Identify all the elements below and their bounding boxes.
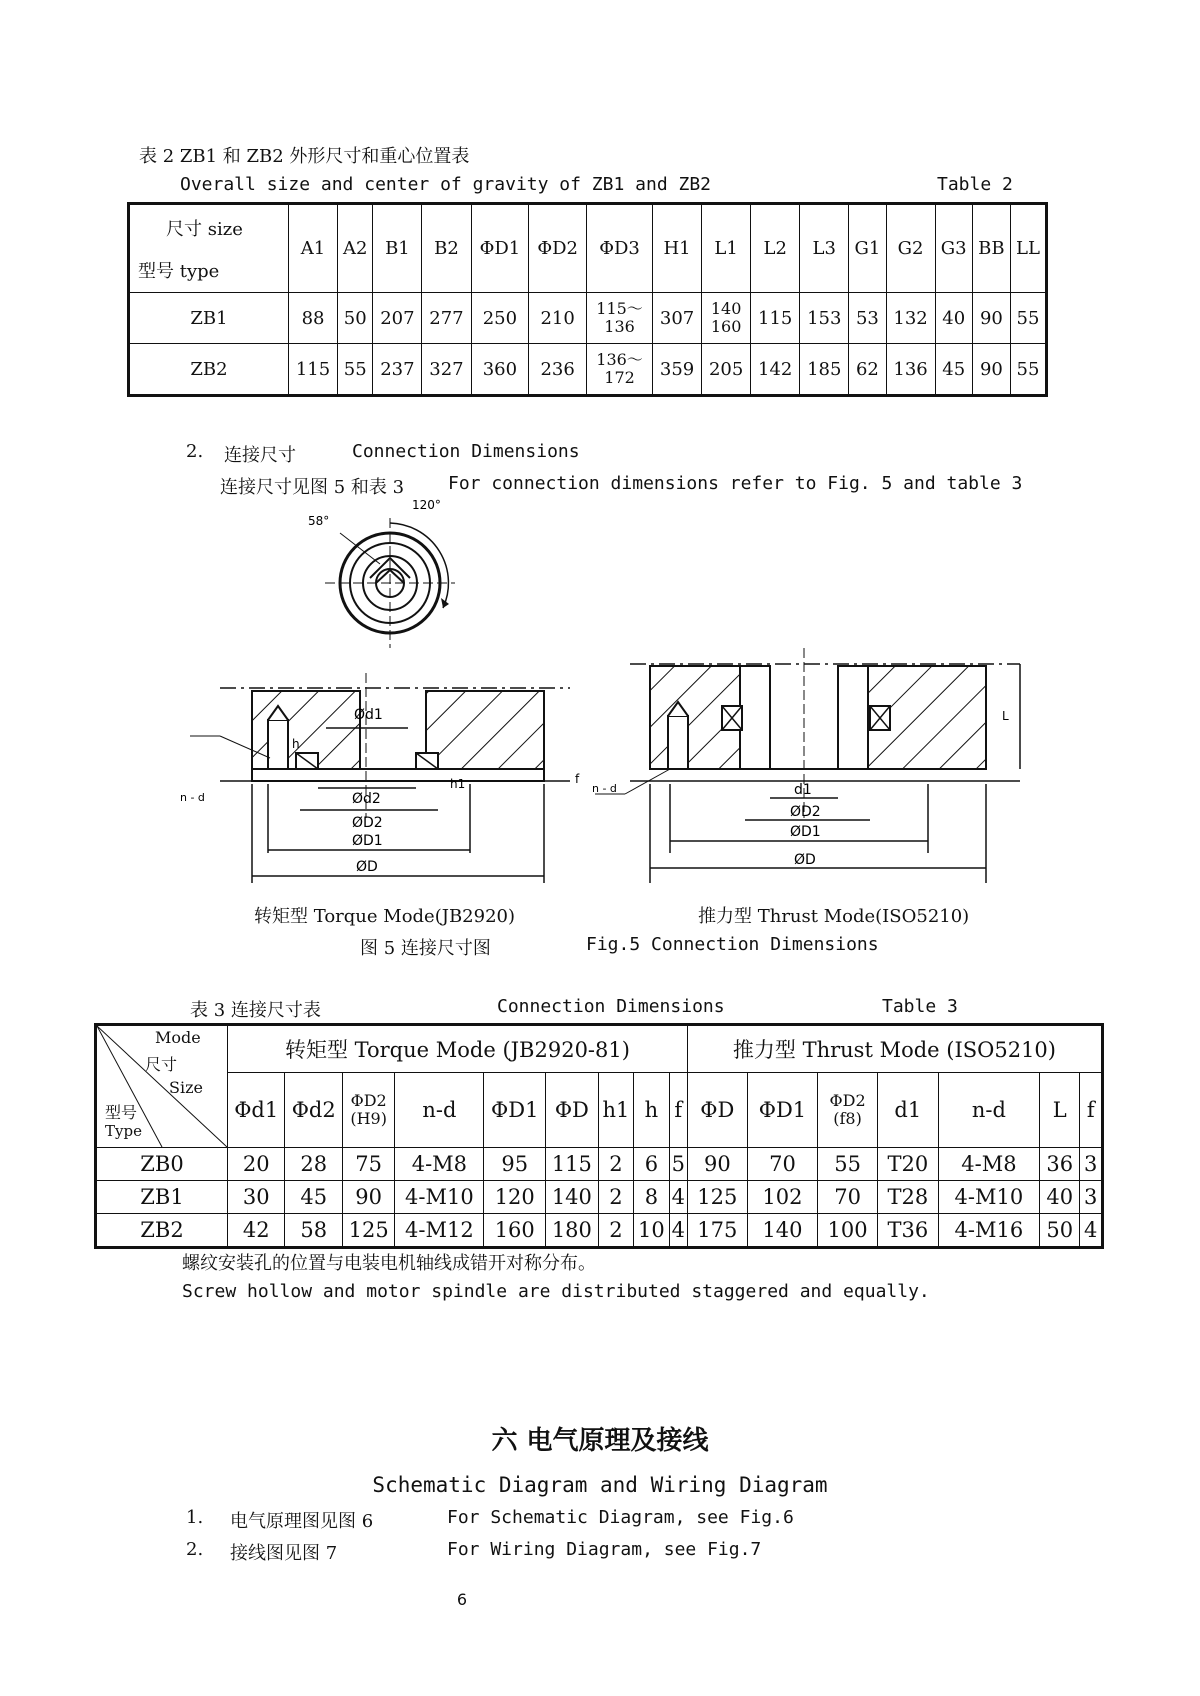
table3-value-cell: 125 [687,1181,747,1214]
thrust-D2-label: ØD2 [790,804,821,820]
table2-column-header: L1 [702,204,751,293]
torque-column-header: ΦD2 (H9) [342,1073,394,1148]
table2-value-cell: 88 [289,293,338,344]
thrust-d1-label: d1 [794,782,812,798]
table2-value-cell: 359 [653,344,702,396]
thrust-D1-label: ØD1 [790,824,821,840]
table3-value-cell: 10 [634,1214,669,1248]
table-row [96,1214,1103,1248]
table3-value-cell: 4-M8 [395,1148,484,1181]
table-row [96,1181,1103,1214]
torque-D1-label: ØD1 [352,833,383,849]
table2-value-cell: 40 [935,293,972,344]
table2-value-cell: 90 [972,344,1010,396]
table2-value-cell: 45 [935,344,972,396]
table2-value-cell: 142 [751,344,800,396]
table3-value-cell: 2 [598,1148,634,1181]
torque-D2-label: ØD2 [352,815,383,831]
table2-column-header: A2 [338,204,373,293]
table3-value-cell: 30 [228,1181,285,1214]
table2-corner-size: 尺寸 size [166,218,243,240]
table2-value-cell: 205 [702,344,751,396]
table2-column-header: A1 [289,204,338,293]
torque-column-header: f [669,1073,687,1148]
table3-value-cell: T36 [877,1214,938,1248]
table2-column-header: L2 [751,204,800,293]
section6-item2-cn: 接线图见图 7 [230,1543,338,1564]
table2-value-cell: 55 [338,344,373,396]
table3-value-cell: 3 [1080,1148,1103,1181]
table2-column-header: G1 [849,204,886,293]
table3-value-cell: 8 [634,1181,669,1214]
table3-value-cell: 90 [342,1181,394,1214]
table2-value-cell: 327 [422,344,471,396]
table3-value-cell: 3 [1080,1181,1103,1214]
table2-column-header: LL [1010,204,1046,293]
table3-note-cn: 螺纹安装孔的位置与电装电机轴线成错开对称分布。 [182,1253,596,1274]
table3-value-cell: 160 [484,1214,546,1248]
table2-value-cell: 136 [886,344,935,396]
table3-group-row [96,1025,1103,1073]
table2-value-cell: 250 [471,293,529,344]
thrust-column-header: n-d [938,1073,1039,1148]
table3-value-cell: 5 [669,1148,687,1181]
table3-caption-cn: 表 3 连接尺寸表 [190,1000,321,1021]
table2 [127,202,1048,397]
table2-value-cell: 207 [373,293,422,344]
thrust-column-header: ΦD [687,1073,747,1148]
table3-value-cell: T28 [877,1181,938,1214]
table3-value-cell: 20 [228,1148,285,1181]
table2-corner-type: 型号 type [138,260,220,282]
torque-D-label: ØD [356,859,378,875]
table2-value-cell: 360 [471,344,529,396]
table3-value-cell: 4-M10 [938,1181,1039,1214]
section2-heading-cn: 连接尺寸 [224,445,296,466]
table2-type-cell: ZB1 [129,293,289,344]
table3-caption-en: Connection Dimensions [497,996,725,1017]
table3-value-cell: 4-M10 [395,1181,484,1214]
table2-column-header: L3 [800,204,849,293]
table3-value-cell: 70 [818,1181,878,1214]
table2-value-cell: 210 [529,293,587,344]
torque-column-header: ΦD1 [484,1073,546,1148]
coupling-top-view [308,498,455,648]
table3-type-cell: ZB0 [96,1148,228,1181]
section6-item1-en: For Schematic Diagram, see Fig.6 [447,1507,794,1528]
torque-mode-caption: 转矩型 Torque Mode(JB2920) [254,906,515,927]
table3-value-cell: 4 [1080,1214,1103,1248]
corner-type-cn-label: 型号 [105,1103,138,1122]
table2-caption-cn: 表 2 ZB1 和 ZB2 外形尺寸和重心位置表 [139,146,470,167]
figure5-drawing [180,498,1060,888]
torque-column-header: n-d [395,1073,484,1148]
torque-h1-label: h1 [450,777,466,791]
table3-value-cell: 95 [484,1148,546,1181]
table2-value-cell: 115 [751,293,800,344]
table3-value-cell: 120 [484,1181,546,1214]
table3-value-cell: 125 [342,1214,394,1248]
table2-value-cell: 153 [800,293,849,344]
table-row [129,344,1047,396]
table2-value-cell: 55 [1010,344,1046,396]
table3-value-cell: 28 [285,1148,342,1181]
section6-title-en: Schematic Diagram and Wiring Diagram [372,1473,828,1497]
torque-f-label: f [575,772,580,786]
table2-number: Table 2 [937,174,1013,195]
table3-type-cell: ZB2 [96,1214,228,1248]
table3-value-cell: 75 [342,1148,394,1181]
table2-value-cell: 236 [529,344,587,396]
section6-item2-number: 2. [186,1539,204,1560]
table2-value-cell: 140 160 [702,293,751,344]
corner-type-label: Type [105,1122,142,1140]
table2-value-cell: 307 [653,293,702,344]
section2-line-cn: 连接尺寸见图 5 和表 3 [220,477,405,498]
table3-value-cell: 4 [669,1214,687,1248]
table3-value-cell: 2 [598,1214,634,1248]
table3-number: Table 3 [882,996,958,1017]
table3 [94,1023,1104,1249]
table3-value-cell: 4-M8 [938,1148,1039,1181]
thrust-D-label: ØD [794,852,816,868]
table3-type-cell: ZB1 [96,1181,228,1214]
table3-value-cell: 140 [546,1181,598,1214]
torque-column-header: h [634,1073,669,1148]
table2-column-header: ΦD1 [471,204,529,293]
table3-value-cell: 102 [747,1181,817,1214]
table3-value-cell: 180 [546,1214,598,1248]
table2-header-row [129,204,1047,293]
table2-column-header: BB [972,204,1010,293]
figure5-caption-en: Fig.5 Connection Dimensions [586,934,879,955]
corner-size-label: Size [169,1078,203,1097]
table2-value-cell: 132 [886,293,935,344]
section2-line-en: For connection dimensions refer to Fig. 5 and table 3 [448,473,1023,494]
torque-mode-drawing [180,673,580,883]
section6-item1-number: 1. [186,1507,204,1528]
table3-value-cell: 42 [228,1214,285,1248]
thrust-mode-group-header: 推力型 Thrust Mode (ISO5210) [687,1025,1102,1073]
torque-d2-label: Ød2 [352,791,381,807]
table2-value-cell: 55 [1010,293,1046,344]
torque-column-header: h1 [598,1073,634,1148]
table3-value-cell: 90 [687,1148,747,1181]
table2-value-cell: 115 [289,344,338,396]
table3-value-cell: 70 [747,1148,817,1181]
table3-value-cell: 175 [687,1214,747,1248]
table2-value-cell: 185 [800,344,849,396]
table2-column-header: B1 [373,204,422,293]
table3-value-cell: 4-M12 [395,1214,484,1248]
table3-value-cell: 100 [818,1214,878,1248]
thrust-nd-label: n - d [592,782,617,795]
table3-value-cell: 140 [747,1214,817,1248]
thrust-L-label: L [1002,709,1009,723]
thrust-column-header: ΦD2 (f8) [818,1073,878,1148]
table3-value-cell: 4 [669,1181,687,1214]
table3-value-cell: 50 [1040,1214,1080,1248]
table-row [96,1148,1103,1181]
thrust-column-header: ΦD1 [747,1073,817,1148]
table3-value-cell: 45 [285,1181,342,1214]
table3-note-en: Screw hollow and motor spindle are distributed staggered and equally. [182,1281,930,1302]
thrust-column-header: f [1080,1073,1103,1148]
table3-value-cell: 36 [1040,1148,1080,1181]
table2-caption-en: Overall size and center of gravity of ZB1 and ZB2 [180,174,712,195]
section2-number: 2. [186,441,204,462]
table-row [129,293,1047,344]
table3-value-cell: 58 [285,1214,342,1248]
torque-d1-label: Ød1 [354,707,383,723]
table2-value-cell: 62 [849,344,886,396]
table2-value-cell: 237 [373,344,422,396]
corner-size-cn-label: 尺寸 [145,1055,178,1074]
table3-column-row [96,1073,1103,1148]
table3-value-cell: 115 [546,1148,598,1181]
page-number: 6 [456,1590,468,1609]
table3-value-cell: 6 [634,1148,669,1181]
angle-120-label: 120° [412,498,441,512]
table2-column-header: G3 [935,204,972,293]
thrust-mode-caption: 推力型 Thrust Mode(ISO5210) [698,906,970,927]
angle-58-label: 58° [308,514,330,528]
table2-column-header: G2 [886,204,935,293]
section6-title-cn: 六 电气原理及接线 [491,1426,709,1456]
torque-column-header: Φd1 [228,1073,285,1148]
torque-column-header: ΦD [546,1073,598,1148]
section2-heading-en: Connection Dimensions [352,441,580,462]
torque-mode-group-header: 转矩型 Torque Mode (JB2920-81) [228,1025,688,1073]
torque-h-label: h [292,737,300,751]
table2-column-header: H1 [653,204,702,293]
figure5-caption-cn: 图 5 连接尺寸图 [360,938,491,959]
table2-value-cell: 136～ 172 [587,344,653,396]
table3-value-cell: 40 [1040,1181,1080,1214]
table2-type-cell: ZB2 [129,344,289,396]
torque-nd-label: n - d [180,791,205,804]
table3-value-cell: 4-M16 [938,1214,1039,1248]
table2-value-cell: 50 [338,293,373,344]
table2-value-cell: 277 [422,293,471,344]
table2-value-cell: 90 [972,293,1010,344]
corner-mode-label: Mode [155,1028,201,1047]
table2-column-header: B2 [422,204,471,293]
table3-corner-cell [96,1025,228,1148]
table3-value-cell: 2 [598,1181,634,1214]
torque-column-header: Φd2 [285,1073,342,1148]
thrust-column-header: d1 [877,1073,938,1148]
table2-column-header: ΦD3 [587,204,653,293]
section6-item2-en: For Wiring Diagram, see Fig.7 [447,1539,762,1560]
table3-value-cell: T20 [877,1148,938,1181]
table2-corner-cell [129,204,289,293]
thrust-mode-drawing [592,648,1020,883]
table3-value-cell: 55 [818,1148,878,1181]
thrust-column-header: L [1040,1073,1080,1148]
section6-item1-cn: 电气原理图见图 6 [230,1511,374,1532]
table2-value-cell: 53 [849,293,886,344]
table2-value-cell: 115～ 136 [587,293,653,344]
table2-column-header: ΦD2 [529,204,587,293]
